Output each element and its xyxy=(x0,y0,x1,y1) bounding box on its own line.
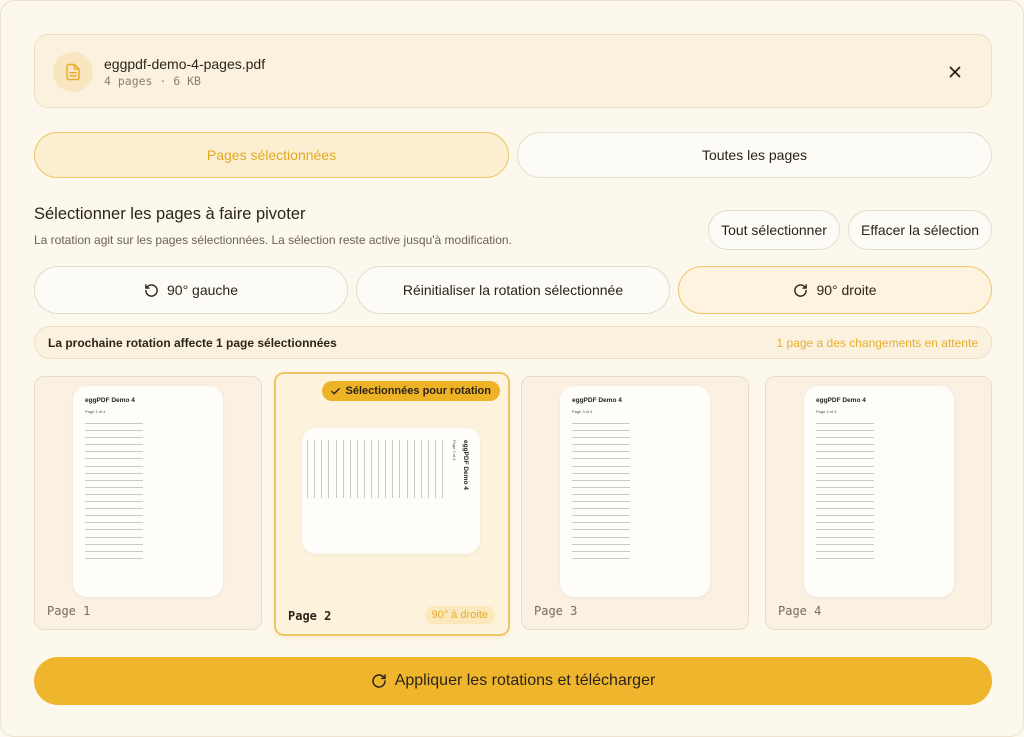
reset-rotation-button[interactable] xyxy=(356,266,670,314)
thumb-line xyxy=(816,451,874,452)
rotate-ccw-icon xyxy=(144,283,159,298)
thumb-line xyxy=(816,515,874,516)
thumb-line xyxy=(399,440,400,498)
file-card xyxy=(34,34,992,108)
page-label: Page 1 xyxy=(47,604,91,618)
thumb-line xyxy=(572,508,630,509)
apply-label: Appliquer les rotations et télécharger xyxy=(394,672,656,689)
select-all-button[interactable]: Tout sélectionner xyxy=(708,210,840,250)
thumb-line xyxy=(816,537,874,538)
thumb-line xyxy=(572,537,630,538)
selected-badge xyxy=(322,381,500,401)
thumb-line xyxy=(392,440,393,498)
thumb-line xyxy=(816,544,874,545)
thumb-line xyxy=(329,440,330,498)
thumb-subtitle: Page 2 of 4 xyxy=(452,440,457,461)
thumb-line xyxy=(572,501,630,502)
close-icon xyxy=(949,66,961,78)
page-label: Page 2 xyxy=(288,609,332,623)
section-description: La rotation agit sur les pages sélectionnées. La sélection reste active jusqu'à modification. xyxy=(34,233,512,247)
thumb-line xyxy=(816,444,874,445)
status-pending-text: 1 page a des changements en attente xyxy=(776,336,978,350)
thumb-line xyxy=(816,522,874,523)
thumb-line xyxy=(442,440,443,498)
thumb-line xyxy=(816,437,874,438)
thumb-subtitle: Page 4 of 4 xyxy=(816,409,837,414)
thumb-line xyxy=(572,444,630,445)
thumb-line xyxy=(85,494,143,495)
thumb-line xyxy=(85,466,143,467)
thumb-line xyxy=(816,558,874,559)
page-thumbnail xyxy=(73,386,223,597)
thumb-subtitle: Page 3 of 4 xyxy=(572,409,593,414)
thumb-line xyxy=(85,451,143,452)
thumb-line xyxy=(85,508,143,509)
thumb-line xyxy=(85,423,143,424)
status-bar xyxy=(34,326,992,359)
thumb-title: eggPDF Demo 4 xyxy=(816,397,866,404)
page-label: Page 4 xyxy=(778,604,822,618)
file-meta: 4 pages · 6 KB xyxy=(104,74,201,88)
thumb-line xyxy=(85,430,143,431)
thumb-text-lines xyxy=(302,440,443,498)
thumb-line xyxy=(85,544,143,545)
page-thumbnail xyxy=(804,386,954,597)
thumb-line xyxy=(371,440,372,498)
thumb-line xyxy=(816,423,874,424)
rotate-left-button[interactable] xyxy=(34,266,348,314)
thumb-line xyxy=(572,430,630,431)
thumb-line xyxy=(816,501,874,502)
thumb-line xyxy=(321,440,322,498)
thumb-line xyxy=(421,440,422,498)
thumb-line xyxy=(378,440,379,498)
thumb-title: eggPDF Demo 4 xyxy=(462,440,469,490)
thumb-line xyxy=(572,529,630,530)
thumb-text-lines xyxy=(85,423,143,565)
close-button[interactable] xyxy=(943,60,967,84)
apply-rotations-button[interactable] xyxy=(34,657,992,705)
thumb-line xyxy=(572,522,630,523)
thumb-line xyxy=(85,522,143,523)
page-thumbnail xyxy=(560,386,710,597)
thumb-line xyxy=(572,437,630,438)
rotate-right-button[interactable] xyxy=(678,266,992,314)
status-main-text: La prochaine rotation affecte 1 page sélectionnées xyxy=(48,336,337,350)
thumb-line xyxy=(816,466,874,467)
clear-selection-button[interactable]: Effacer la sélection xyxy=(848,210,992,250)
thumb-line xyxy=(85,515,143,516)
check-icon xyxy=(330,386,341,397)
thumb-line xyxy=(85,487,143,488)
rotate-cw-icon xyxy=(793,283,808,298)
thumb-line xyxy=(85,529,143,530)
thumb-line xyxy=(314,440,315,498)
thumb-line xyxy=(572,558,630,559)
thumb-line xyxy=(435,440,436,498)
thumb-line xyxy=(85,537,143,538)
thumb-line xyxy=(572,473,630,474)
thumb-line xyxy=(816,487,874,488)
thumb-line xyxy=(85,480,143,481)
reset-rotation-label: Réinitialiser la rotation sélectionnée xyxy=(402,282,624,298)
thumb-line xyxy=(816,458,874,459)
section-title: Sélectionner les pages à faire pivoter xyxy=(34,205,306,223)
thumb-line xyxy=(572,423,630,424)
thumb-line xyxy=(85,437,143,438)
rotate-right-label: 90° droite xyxy=(816,282,877,298)
thumb-line xyxy=(85,444,143,445)
thumb-line xyxy=(816,529,874,530)
thumb-line xyxy=(816,473,874,474)
thumb-text-lines xyxy=(572,423,630,565)
file-name: eggpdf-demo-4-pages.pdf xyxy=(104,56,266,72)
thumb-line xyxy=(572,466,630,467)
file-text-icon xyxy=(53,52,93,92)
thumb-line xyxy=(307,440,308,498)
thumb-line xyxy=(364,440,365,498)
rotate-left-label: 90° gauche xyxy=(167,282,238,298)
thumb-title: eggPDF Demo 4 xyxy=(572,397,622,404)
tab-selected-pages[interactable]: Pages sélectionnées xyxy=(34,132,509,178)
thumb-line xyxy=(816,494,874,495)
thumb-line xyxy=(816,430,874,431)
thumb-line xyxy=(572,515,630,516)
thumb-line xyxy=(357,440,358,498)
thumb-line xyxy=(414,440,415,498)
thumb-line xyxy=(572,451,630,452)
rotation-badge: 90° à droite xyxy=(425,606,495,624)
thumb-line xyxy=(572,551,630,552)
thumb-line xyxy=(85,473,143,474)
thumb-line xyxy=(85,558,143,559)
page-card-2[interactable] xyxy=(274,372,510,636)
page-label: Page 3 xyxy=(534,604,578,618)
thumb-line xyxy=(85,501,143,502)
thumb-line xyxy=(85,551,143,552)
thumb-line xyxy=(85,458,143,459)
selected-badge-label: Sélectionnées pour rotation xyxy=(345,385,491,397)
page-thumbnail xyxy=(302,428,480,554)
thumb-text-lines xyxy=(816,423,874,565)
thumb-line xyxy=(816,551,874,552)
thumb-line xyxy=(385,440,386,498)
thumb-line xyxy=(572,494,630,495)
thumb-line xyxy=(572,544,630,545)
thumb-subtitle: Page 1 of 4 xyxy=(85,409,106,414)
page-card-3[interactable] xyxy=(521,376,749,630)
thumb-line xyxy=(343,440,344,498)
thumb-line xyxy=(572,487,630,488)
thumb-line xyxy=(572,458,630,459)
thumb-line xyxy=(816,480,874,481)
page-card-4[interactable] xyxy=(765,376,992,630)
thumb-line xyxy=(816,508,874,509)
page-card-1[interactable] xyxy=(34,376,262,630)
thumb-line xyxy=(350,440,351,498)
thumb-line xyxy=(572,480,630,481)
tab-all-pages[interactable]: Toutes les pages xyxy=(517,132,992,178)
rotate-cw-icon xyxy=(371,673,387,689)
thumb-title: eggPDF Demo 4 xyxy=(85,397,135,404)
thumb-line xyxy=(336,440,337,498)
thumb-line xyxy=(407,440,408,498)
thumb-line xyxy=(428,440,429,498)
